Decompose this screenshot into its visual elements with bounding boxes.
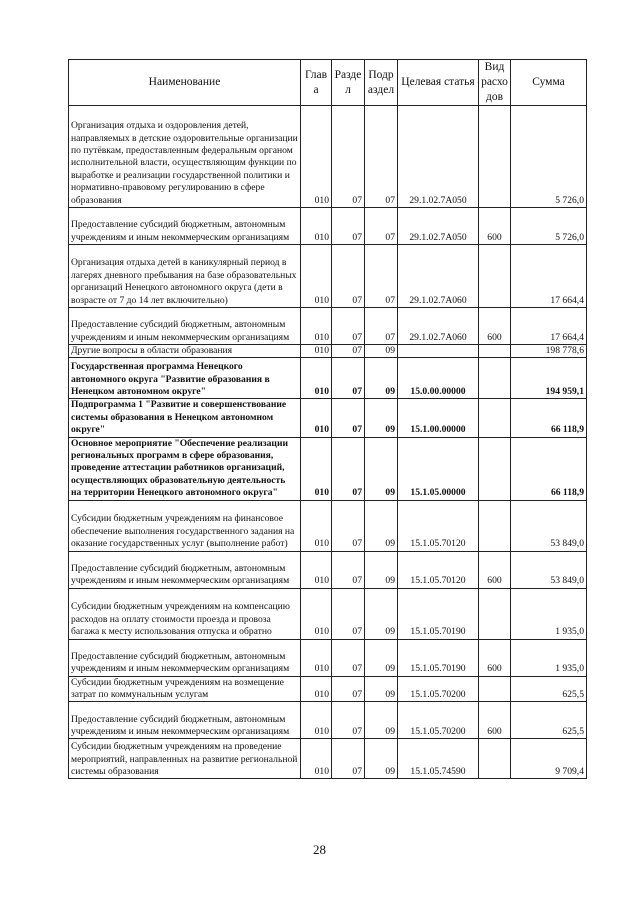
cell-razdel: 07	[332, 639, 365, 676]
cell-target: 15.1.05.70190	[398, 588, 479, 639]
table-row	[69, 345, 587, 358]
table-row	[69, 551, 587, 588]
cell-name: Основное мероприятие "Обеспечение реализации региональных программ в сфере образования, проведение аттестации работников организаций, осуществляющих образовательную деятельность на территории Ненецкого автономного округа"	[69, 437, 301, 500]
cell-target: 29.1.02.7А050	[398, 208, 479, 245]
cell-target: 15.1.05.70200	[398, 702, 479, 739]
cell-glava: 010	[301, 345, 332, 358]
cell-razdel: 07	[332, 345, 365, 358]
cell-razdel: 07	[332, 437, 365, 500]
header-glava: Глав а	[301, 60, 332, 106]
cell-razdel: 07	[332, 588, 365, 639]
cell-podrazdel: 09	[365, 588, 398, 639]
table-row	[69, 639, 587, 676]
table-row	[69, 500, 587, 551]
cell-glava: 010	[301, 399, 332, 437]
cell-podrazdel: 09	[365, 399, 398, 437]
cell-glava: 010	[301, 358, 332, 399]
cell-target: 15.1.05.70190	[398, 639, 479, 676]
cell-razdel: 07	[332, 551, 365, 588]
table-row	[69, 208, 587, 245]
header-vid: Вид расхо дов	[479, 60, 511, 106]
table-row	[69, 676, 587, 702]
cell-vid	[479, 106, 511, 208]
cell-vid	[479, 399, 511, 437]
cell-name: Предоставление субсидий бюджетным, автономным учреждениям и иным некоммерческим организациям	[69, 308, 301, 345]
cell-name: Субсидии бюджетным учреждениям на проведение мероприятий, направленных на развитие региональной системы образования	[69, 739, 301, 779]
cell-sum: 53 849,0	[511, 500, 587, 551]
cell-target: 15.1.05.74590	[398, 739, 479, 779]
cell-razdel: 07	[332, 676, 365, 702]
cell-target: 29.1.02.7А050	[398, 106, 479, 208]
cell-podrazdel: 09	[365, 345, 398, 358]
cell-razdel: 07	[332, 245, 365, 308]
header-razdel: Разде л	[332, 60, 365, 106]
cell-target: 15.1.05.70200	[398, 676, 479, 702]
cell-sum: 198 778,6	[511, 345, 587, 358]
cell-vid	[479, 437, 511, 500]
cell-podrazdel: 09	[365, 551, 398, 588]
cell-razdel: 07	[332, 358, 365, 399]
cell-sum: 53 849,0	[511, 551, 587, 588]
cell-glava: 010	[301, 437, 332, 500]
cell-podrazdel: 09	[365, 639, 398, 676]
cell-vid: 600	[479, 639, 511, 676]
cell-vid	[479, 245, 511, 308]
cell-sum: 9 709,4	[511, 739, 587, 779]
cell-vid	[479, 588, 511, 639]
table-header-row	[69, 60, 587, 106]
table-row	[69, 106, 587, 208]
cell-target: 15.1.05.70120	[398, 500, 479, 551]
table-row	[69, 437, 587, 500]
cell-podrazdel: 09	[365, 739, 398, 779]
cell-podrazdel: 07	[365, 245, 398, 308]
cell-name: Организация отдыха и оздоровления детей, направляемых в детские оздоровительные организации по путёвкам, предоставленным федеральным органом исполнительной власти, осуществляющим функции по выработке и реализации государственной политики и нормативно-правовому регулированию в сфере образования	[69, 106, 301, 208]
cell-name: Предоставление субсидий бюджетным, автономным учреждениям и иным некоммерческим организациям	[69, 551, 301, 588]
cell-glava: 010	[301, 639, 332, 676]
cell-razdel: 07	[332, 500, 365, 551]
cell-vid	[479, 345, 511, 358]
cell-sum: 5 726,0	[511, 208, 587, 245]
table-row	[69, 399, 587, 437]
cell-vid: 600	[479, 702, 511, 739]
cell-glava: 010	[301, 245, 332, 308]
cell-razdel: 07	[332, 399, 365, 437]
cell-sum: 1 935,0	[511, 639, 587, 676]
cell-target: 15.0.00.00000	[398, 358, 479, 399]
cell-vid: 600	[479, 551, 511, 588]
cell-razdel: 07	[332, 702, 365, 739]
cell-sum: 625,5	[511, 702, 587, 739]
cell-target: 15.1.00.00000	[398, 399, 479, 437]
cell-vid	[479, 676, 511, 702]
cell-podrazdel: 07	[365, 308, 398, 345]
cell-glava: 010	[301, 676, 332, 702]
cell-target: 15.1.05.00000	[398, 437, 479, 500]
header-podrazdel: Подр аздел	[365, 60, 398, 106]
cell-name: Подпрограмма 1 "Развитие и совершенствование системы образования в Ненецком автономном округе"	[69, 399, 301, 437]
cell-target	[398, 345, 479, 358]
cell-sum: 66 118,9	[511, 437, 587, 500]
cell-razdel: 07	[332, 308, 365, 345]
cell-name: Субсидии бюджетным учреждениям на финансовое обеспечение выполнения государственного задания на оказание государственных услуг (выполнение работ)	[69, 500, 301, 551]
cell-podrazdel: 09	[365, 702, 398, 739]
cell-glava: 010	[301, 739, 332, 779]
table-row	[69, 308, 587, 345]
cell-glava: 010	[301, 208, 332, 245]
cell-podrazdel: 09	[365, 437, 398, 500]
cell-name: Предоставление субсидий бюджетным, автономным учреждениям и иным некоммерческим организациям	[69, 702, 301, 739]
cell-sum: 194 959,1	[511, 358, 587, 399]
cell-vid	[479, 500, 511, 551]
table-row	[69, 358, 587, 399]
budget-table	[68, 59, 587, 779]
cell-vid	[479, 358, 511, 399]
cell-glava: 010	[301, 551, 332, 588]
page-number: 28	[313, 842, 326, 857]
cell-glava: 010	[301, 588, 332, 639]
cell-glava: 010	[301, 106, 332, 208]
header-name: Наименование	[69, 60, 301, 106]
cell-sum: 17 664,4	[511, 245, 587, 308]
cell-sum: 5 726,0	[511, 106, 587, 208]
cell-podrazdel: 09	[365, 500, 398, 551]
cell-razdel: 07	[332, 208, 365, 245]
cell-podrazdel: 09	[365, 676, 398, 702]
cell-name: Субсидии бюджетным учреждениям на компенсацию расходов на оплату стоимости проезда и провоза багажа к месту использования отпуска и обратно	[69, 588, 301, 639]
cell-name: Другие вопросы в области образования	[69, 345, 301, 358]
cell-glava: 010	[301, 500, 332, 551]
cell-name: Предоставление субсидий бюджетным, автономным учреждениям и иным некоммерческим организациям	[69, 639, 301, 676]
cell-razdel: 07	[332, 739, 365, 779]
cell-name: Субсидии бюджетным учреждениям на возмещение затрат по коммунальным услугам	[69, 676, 301, 702]
table-row	[69, 245, 587, 308]
cell-target: 29.1.02.7А060	[398, 245, 479, 308]
cell-podrazdel: 09	[365, 358, 398, 399]
cell-razdel: 07	[332, 106, 365, 208]
cell-sum: 17 664,4	[511, 308, 587, 345]
cell-target: 29.1.02.7А060	[398, 308, 479, 345]
table-row	[69, 588, 587, 639]
header-sum: Сумма	[511, 60, 587, 106]
cell-name: Организация отдыха детей в каникулярный период в лагерях дневного пребывания на базе образовательных организаций Ненецкого автономного округа (дети в возрасте от 7 до 14 лет включительно)	[69, 245, 301, 308]
cell-vid: 600	[479, 308, 511, 345]
table-row	[69, 702, 587, 739]
cell-glava: 010	[301, 702, 332, 739]
cell-name: Государственная программа Ненецкого автономного округа "Развитие образования в Ненецком автономном округе"	[69, 358, 301, 399]
cell-sum: 625,5	[511, 676, 587, 702]
cell-sum: 1 935,0	[511, 588, 587, 639]
header-target: Целевая статья	[398, 60, 479, 106]
cell-target: 15.1.05.70120	[398, 551, 479, 588]
cell-podrazdel: 07	[365, 106, 398, 208]
cell-name: Предоставление субсидий бюджетным, автономным учреждениям и иным некоммерческим организациям	[69, 208, 301, 245]
table-row	[69, 739, 587, 779]
cell-vid: 600	[479, 208, 511, 245]
cell-vid	[479, 739, 511, 779]
cell-glava: 010	[301, 308, 332, 345]
cell-sum: 66 118,9	[511, 399, 587, 437]
cell-podrazdel: 07	[365, 208, 398, 245]
